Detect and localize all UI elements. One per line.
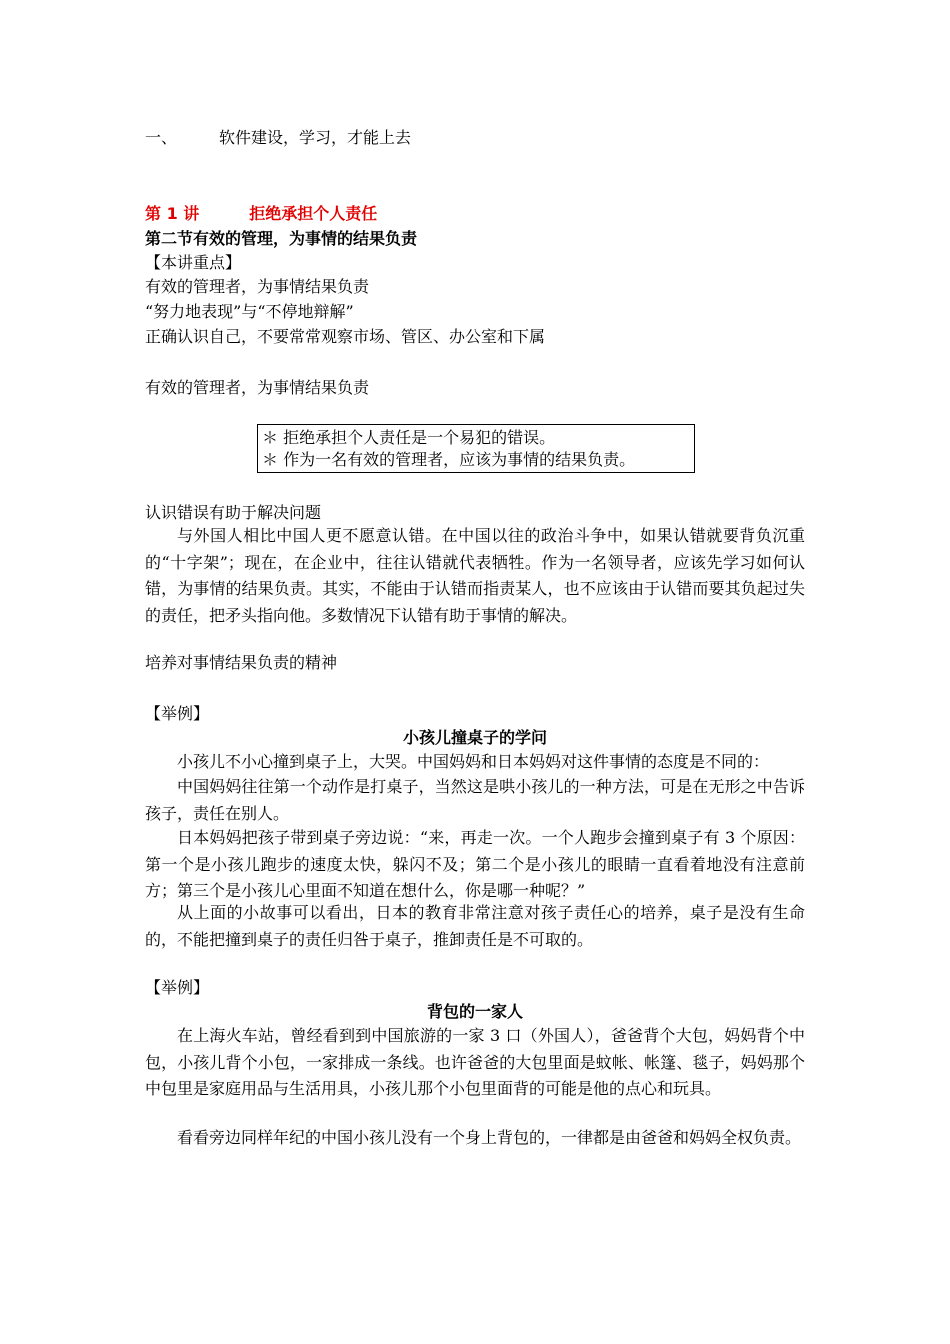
chapter-number: 一、 (145, 128, 178, 147)
focus-item: “努力地表现”与“不停地辩解” (145, 302, 354, 321)
example-paragraph: 在上海火车站，曾经看到到中国旅游的一家 3 口（外国人），爸爸背个大包，妈妈背个中包，小孩儿背个小包，一家排成一条线。也许爸爸的大包里面是蚊帐、帐篷、毯子，妈妈那个中包里是家庭用品与生活用具，小孩儿那个小包里面背的可能是他的点心和玩具。 (145, 1026, 805, 1098)
lecture-heading (145, 201, 377, 227)
subheading-admit-errors: 认识错误有助于解决问题 (145, 503, 322, 522)
key-points-box (257, 424, 695, 473)
example-label: 【举例】 (145, 978, 210, 997)
example-label: 【举例】 (145, 704, 210, 723)
example-paragraph: 中国妈妈往往第一个动作是打桌子，当然这是哄小孩儿的一种方法，可是在无形之中告诉孩子，责任在别人。 (145, 777, 805, 823)
key-point: ＊ 作为一名有效的管理者，应该为事情的结果负责。 (262, 450, 636, 469)
section-title: 第二节有效的管理，为事情的结果负责 (145, 229, 418, 248)
subheading-responsibility: 有效的管理者，为事情结果负责 (145, 378, 370, 397)
example-paragraph: 日本妈妈把孩子带到桌子旁边说：“来，再走一次。一个人跑步会撞到桌子有 3 个原因：第一个是小孩儿跑步的速度太快，躲闪不及；第二个是小孩儿的眼睛一直看着地没有注意前方；第三个是小孩儿心里面不知道在想什么，你是哪一种呢？” (145, 828, 805, 900)
key-point: ＊ 拒绝承担个人责任是一个易犯的错误。 (262, 428, 556, 447)
example-title: 背包的一家人 (426, 1002, 523, 1021)
focus-item: 正确认识自己，不要常常观察市场、管区、办公室和下属 (145, 327, 546, 346)
chapter-title: 软件建设，学习，才能上去 (219, 128, 412, 147)
lecture-number: 第 1 讲 (145, 204, 200, 223)
example-title: 小孩儿撞桌子的学问 (402, 728, 547, 747)
paragraph-admit-errors: 与外国人相比中国人更不愿意认错。在中国以往的政治斗争中，如果认错就要背负沉重的“十字架”；现在，在企业中，往往认错就代表牺牲。作为一名领导者，应该先学习如何认错，为事情的结果负责。其实，不能由于认错而指责某人，也不应该由于认错而要其负起过失的责任，把矛头指向他。多数情况下认错有助于事情的解决。 (145, 526, 805, 625)
example-paragraph: 看看旁边同样年纪的中国小孩儿没有一个身上背包的，一律都是由爸爸和妈妈全权负责。 (177, 1128, 802, 1147)
subheading-cultivate-spirit: 培养对事情结果负责的精神 (145, 653, 338, 672)
example-paragraph: 从上面的小故事可以看出，日本的教育非常注意对孩子责任心的培养，桌子是没有生命的，不能把撞到桌子的责任归咎于桌子，推卸责任是不可取的。 (145, 903, 805, 949)
example-paragraph: 小孩儿不小心撞到桌子上，大哭。中国妈妈和日本妈妈对这件事情的态度是不同的： (177, 752, 770, 771)
focus-label: 【本讲重点】 (145, 253, 242, 272)
lecture-title: 拒绝承担个人责任 (249, 204, 378, 223)
chapter-heading (145, 125, 411, 151)
focus-item: 有效的管理者，为事情结果负责 (145, 277, 370, 296)
